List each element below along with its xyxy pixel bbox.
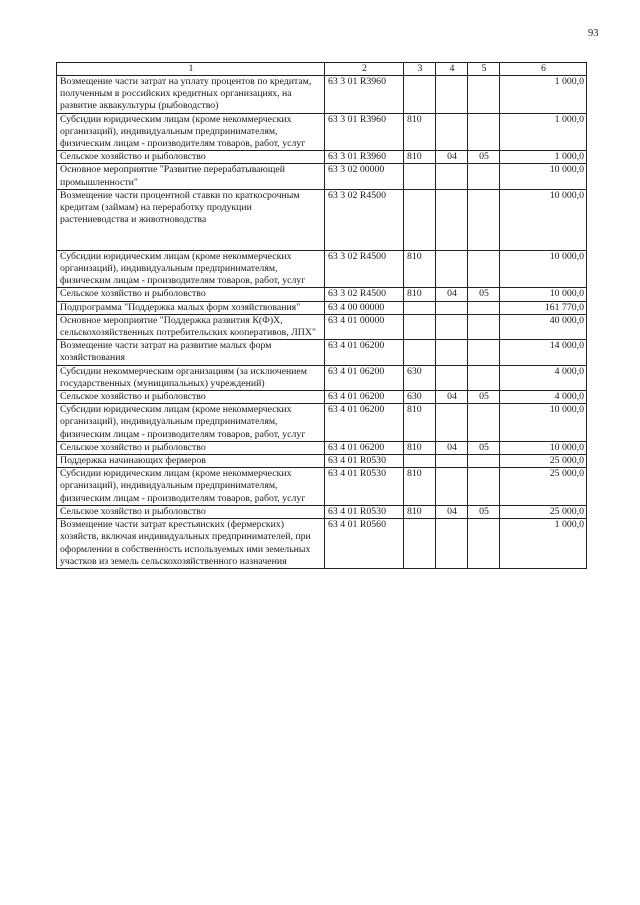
row-section: 04 — [436, 288, 468, 301]
row-section — [436, 113, 468, 151]
row-code: 63 4 01 06200 — [325, 365, 404, 390]
row-code: 63 4 01 00000 — [325, 314, 404, 339]
row-code: 63 4 01 06200 — [325, 404, 404, 442]
row-amount: 4 000,0 — [500, 391, 587, 404]
column-header: 4 — [436, 63, 468, 76]
table-row — [57, 288, 587, 301]
row-subsection — [468, 468, 500, 506]
row-code: 63 4 00 00000 — [325, 301, 404, 314]
row-name: Субсидии юридическим лицам (кроме некоммерческих организаций), индивидуальным предпринимателям, физическим лицам - производителям товаров, работ, услуг — [57, 404, 325, 442]
row-name: Возмещение части затрат на развитие малых форм хозяйствования — [57, 340, 325, 365]
row-amount: 1 000,0 — [500, 113, 587, 151]
table-header-row — [57, 63, 587, 76]
table-row — [57, 340, 587, 365]
row-expense-type: 810 — [404, 404, 436, 442]
row-subsection — [468, 314, 500, 339]
row-section: 04 — [436, 391, 468, 404]
row-code: 63 4 01 R0530 — [325, 468, 404, 506]
row-amount: 25 000,0 — [500, 455, 587, 468]
row-subsection: 05 — [468, 391, 500, 404]
row-code: 63 4 01 06200 — [325, 391, 404, 404]
row-amount: 25 000,0 — [500, 468, 587, 506]
row-section — [436, 301, 468, 314]
row-amount: 4 000,0 — [500, 365, 587, 390]
row-expense-type — [404, 301, 436, 314]
row-expense-type — [404, 519, 436, 569]
row-expense-type: 810 — [404, 250, 436, 288]
budget-table — [56, 62, 587, 569]
row-section: 04 — [436, 151, 468, 164]
row-name: Субсидии юридическим лицам (кроме некоммерческих организаций), индивидуальным предпринимателям, физическим лицам - производителям товаров, работ, услуг — [57, 113, 325, 151]
column-header: 1 — [57, 63, 325, 76]
row-amount: 10 000,0 — [500, 288, 587, 301]
row-subsection: 05 — [468, 288, 500, 301]
row-section — [436, 189, 468, 250]
row-name: Субсидии некоммерческим организациям (за исключением государственных (муниципальных) учреждений) — [57, 365, 325, 390]
table-row — [57, 151, 587, 164]
row-code: 63 3 02 R4500 — [325, 189, 404, 250]
row-section: 04 — [436, 505, 468, 518]
row-amount: 25 000,0 — [500, 505, 587, 518]
row-subsection — [468, 76, 500, 114]
table-row — [57, 314, 587, 339]
row-section: 04 — [436, 441, 468, 454]
row-subsection — [468, 113, 500, 151]
table-row — [57, 301, 587, 314]
row-subsection — [468, 519, 500, 569]
table-row — [57, 164, 587, 189]
row-section — [436, 76, 468, 114]
row-section — [436, 314, 468, 339]
row-section — [436, 340, 468, 365]
row-code: 63 3 01 R3960 — [325, 113, 404, 151]
row-subsection: 05 — [468, 441, 500, 454]
table-row — [57, 505, 587, 518]
row-amount: 10 000,0 — [500, 250, 587, 288]
row-subsection — [468, 250, 500, 288]
row-code: 63 4 01 R0530 — [325, 505, 404, 518]
row-name: Сельское хозяйство и рыболовство — [57, 151, 325, 164]
column-header: 6 — [500, 63, 587, 76]
column-header: 3 — [404, 63, 436, 76]
row-expense-type — [404, 164, 436, 189]
row-subsection — [468, 189, 500, 250]
row-expense-type — [404, 189, 436, 250]
row-code: 63 3 02 R4500 — [325, 250, 404, 288]
row-name: Субсидии юридическим лицам (кроме некоммерческих организаций), индивидуальным предпринимателям, физическим лицам - производителям товаров, работ, услуг — [57, 250, 325, 288]
row-amount: 14 000,0 — [500, 340, 587, 365]
row-amount: 10 000,0 — [500, 189, 587, 250]
row-subsection — [468, 340, 500, 365]
row-expense-type: 810 — [404, 113, 436, 151]
row-name: Основное мероприятие "Развитие перерабатывающей промышленности" — [57, 164, 325, 189]
table-row — [57, 76, 587, 114]
row-expense-type — [404, 455, 436, 468]
row-subsection: 05 — [468, 151, 500, 164]
table-row — [57, 441, 587, 454]
page-number: 93 — [588, 28, 599, 39]
row-code: 63 3 02 00000 — [325, 164, 404, 189]
row-code: 63 4 01 R0530 — [325, 455, 404, 468]
row-name: Поддержка начинающих фермеров — [57, 455, 325, 468]
row-code: 63 4 01 R0560 — [325, 519, 404, 569]
row-name: Сельское хозяйство и рыболовство — [57, 288, 325, 301]
table-row — [57, 391, 587, 404]
row-expense-type: 810 — [404, 288, 436, 301]
row-code: 63 4 01 06200 — [325, 441, 404, 454]
row-name: Основное мероприятие "Поддержка развития К(Ф)Х, сельскохозяйственных потребительских кооперативов, ЛПХ" — [57, 314, 325, 339]
row-name: Сельское хозяйство и рыболовство — [57, 391, 325, 404]
row-subsection — [468, 164, 500, 189]
row-amount: 10 000,0 — [500, 164, 587, 189]
row-section — [436, 365, 468, 390]
row-subsection: 05 — [468, 505, 500, 518]
row-section — [436, 468, 468, 506]
row-expense-type: 810 — [404, 468, 436, 506]
row-expense-type — [404, 76, 436, 114]
column-header: 2 — [325, 63, 404, 76]
row-name: Субсидии юридическим лицам (кроме некоммерческих организаций), индивидуальным предпринимателям, физическим лицам - производителям товаров, работ, услуг — [57, 468, 325, 506]
row-expense-type — [404, 340, 436, 365]
row-expense-type — [404, 314, 436, 339]
row-code: 63 4 01 06200 — [325, 340, 404, 365]
row-amount: 1 000,0 — [500, 76, 587, 114]
row-amount: 161 770,0 — [500, 301, 587, 314]
row-subsection — [468, 301, 500, 314]
row-expense-type: 630 — [404, 365, 436, 390]
row-expense-type: 630 — [404, 391, 436, 404]
row-amount: 1 000,0 — [500, 151, 587, 164]
row-section — [436, 164, 468, 189]
table-row — [57, 404, 587, 442]
budget-table-body — [57, 63, 587, 569]
row-amount: 10 000,0 — [500, 404, 587, 442]
row-amount: 40 000,0 — [500, 314, 587, 339]
row-name: Сельское хозяйство и рыболовство — [57, 505, 325, 518]
row-subsection — [468, 404, 500, 442]
row-amount: 10 000,0 — [500, 441, 587, 454]
row-code: 63 3 01 R3960 — [325, 151, 404, 164]
table-row — [57, 455, 587, 468]
row-expense-type: 810 — [404, 441, 436, 454]
table-row — [57, 365, 587, 390]
table-row — [57, 113, 587, 151]
row-expense-type: 810 — [404, 151, 436, 164]
row-name: Подпрограмма "Поддержка малых форм хозяйствования" — [57, 301, 325, 314]
row-name: Сельское хозяйство и рыболовство — [57, 441, 325, 454]
row-code: 63 3 01 R3960 — [325, 76, 404, 114]
row-section — [436, 455, 468, 468]
row-name: Возмещение части процентной ставки по краткосрочным кредитам (займам) на переработку продукции растениеводства и животноводства — [57, 189, 325, 250]
column-header: 5 — [468, 63, 500, 76]
row-section — [436, 519, 468, 569]
row-section — [436, 250, 468, 288]
row-subsection — [468, 455, 500, 468]
row-code: 63 3 02 R4500 — [325, 288, 404, 301]
table-row — [57, 250, 587, 288]
row-subsection — [468, 365, 500, 390]
row-expense-type: 810 — [404, 505, 436, 518]
row-section — [436, 404, 468, 442]
table-row — [57, 519, 587, 569]
row-amount: 1 000,0 — [500, 519, 587, 569]
row-name: Возмещение части затрат крестьянских (фермерских) хозяйств, включая индивидуальных предпринимателей, при оформлении в собственность используемых ими земельных участков из земель сельскохозяйственного назначения — [57, 519, 325, 569]
row-name: Возмещение части затрат на уплату процентов по кредитам, полученным в российских кредитных организациях, на развитие аквакультуры (рыбоводство) — [57, 76, 325, 114]
table-row — [57, 468, 587, 506]
table-row — [57, 189, 587, 250]
